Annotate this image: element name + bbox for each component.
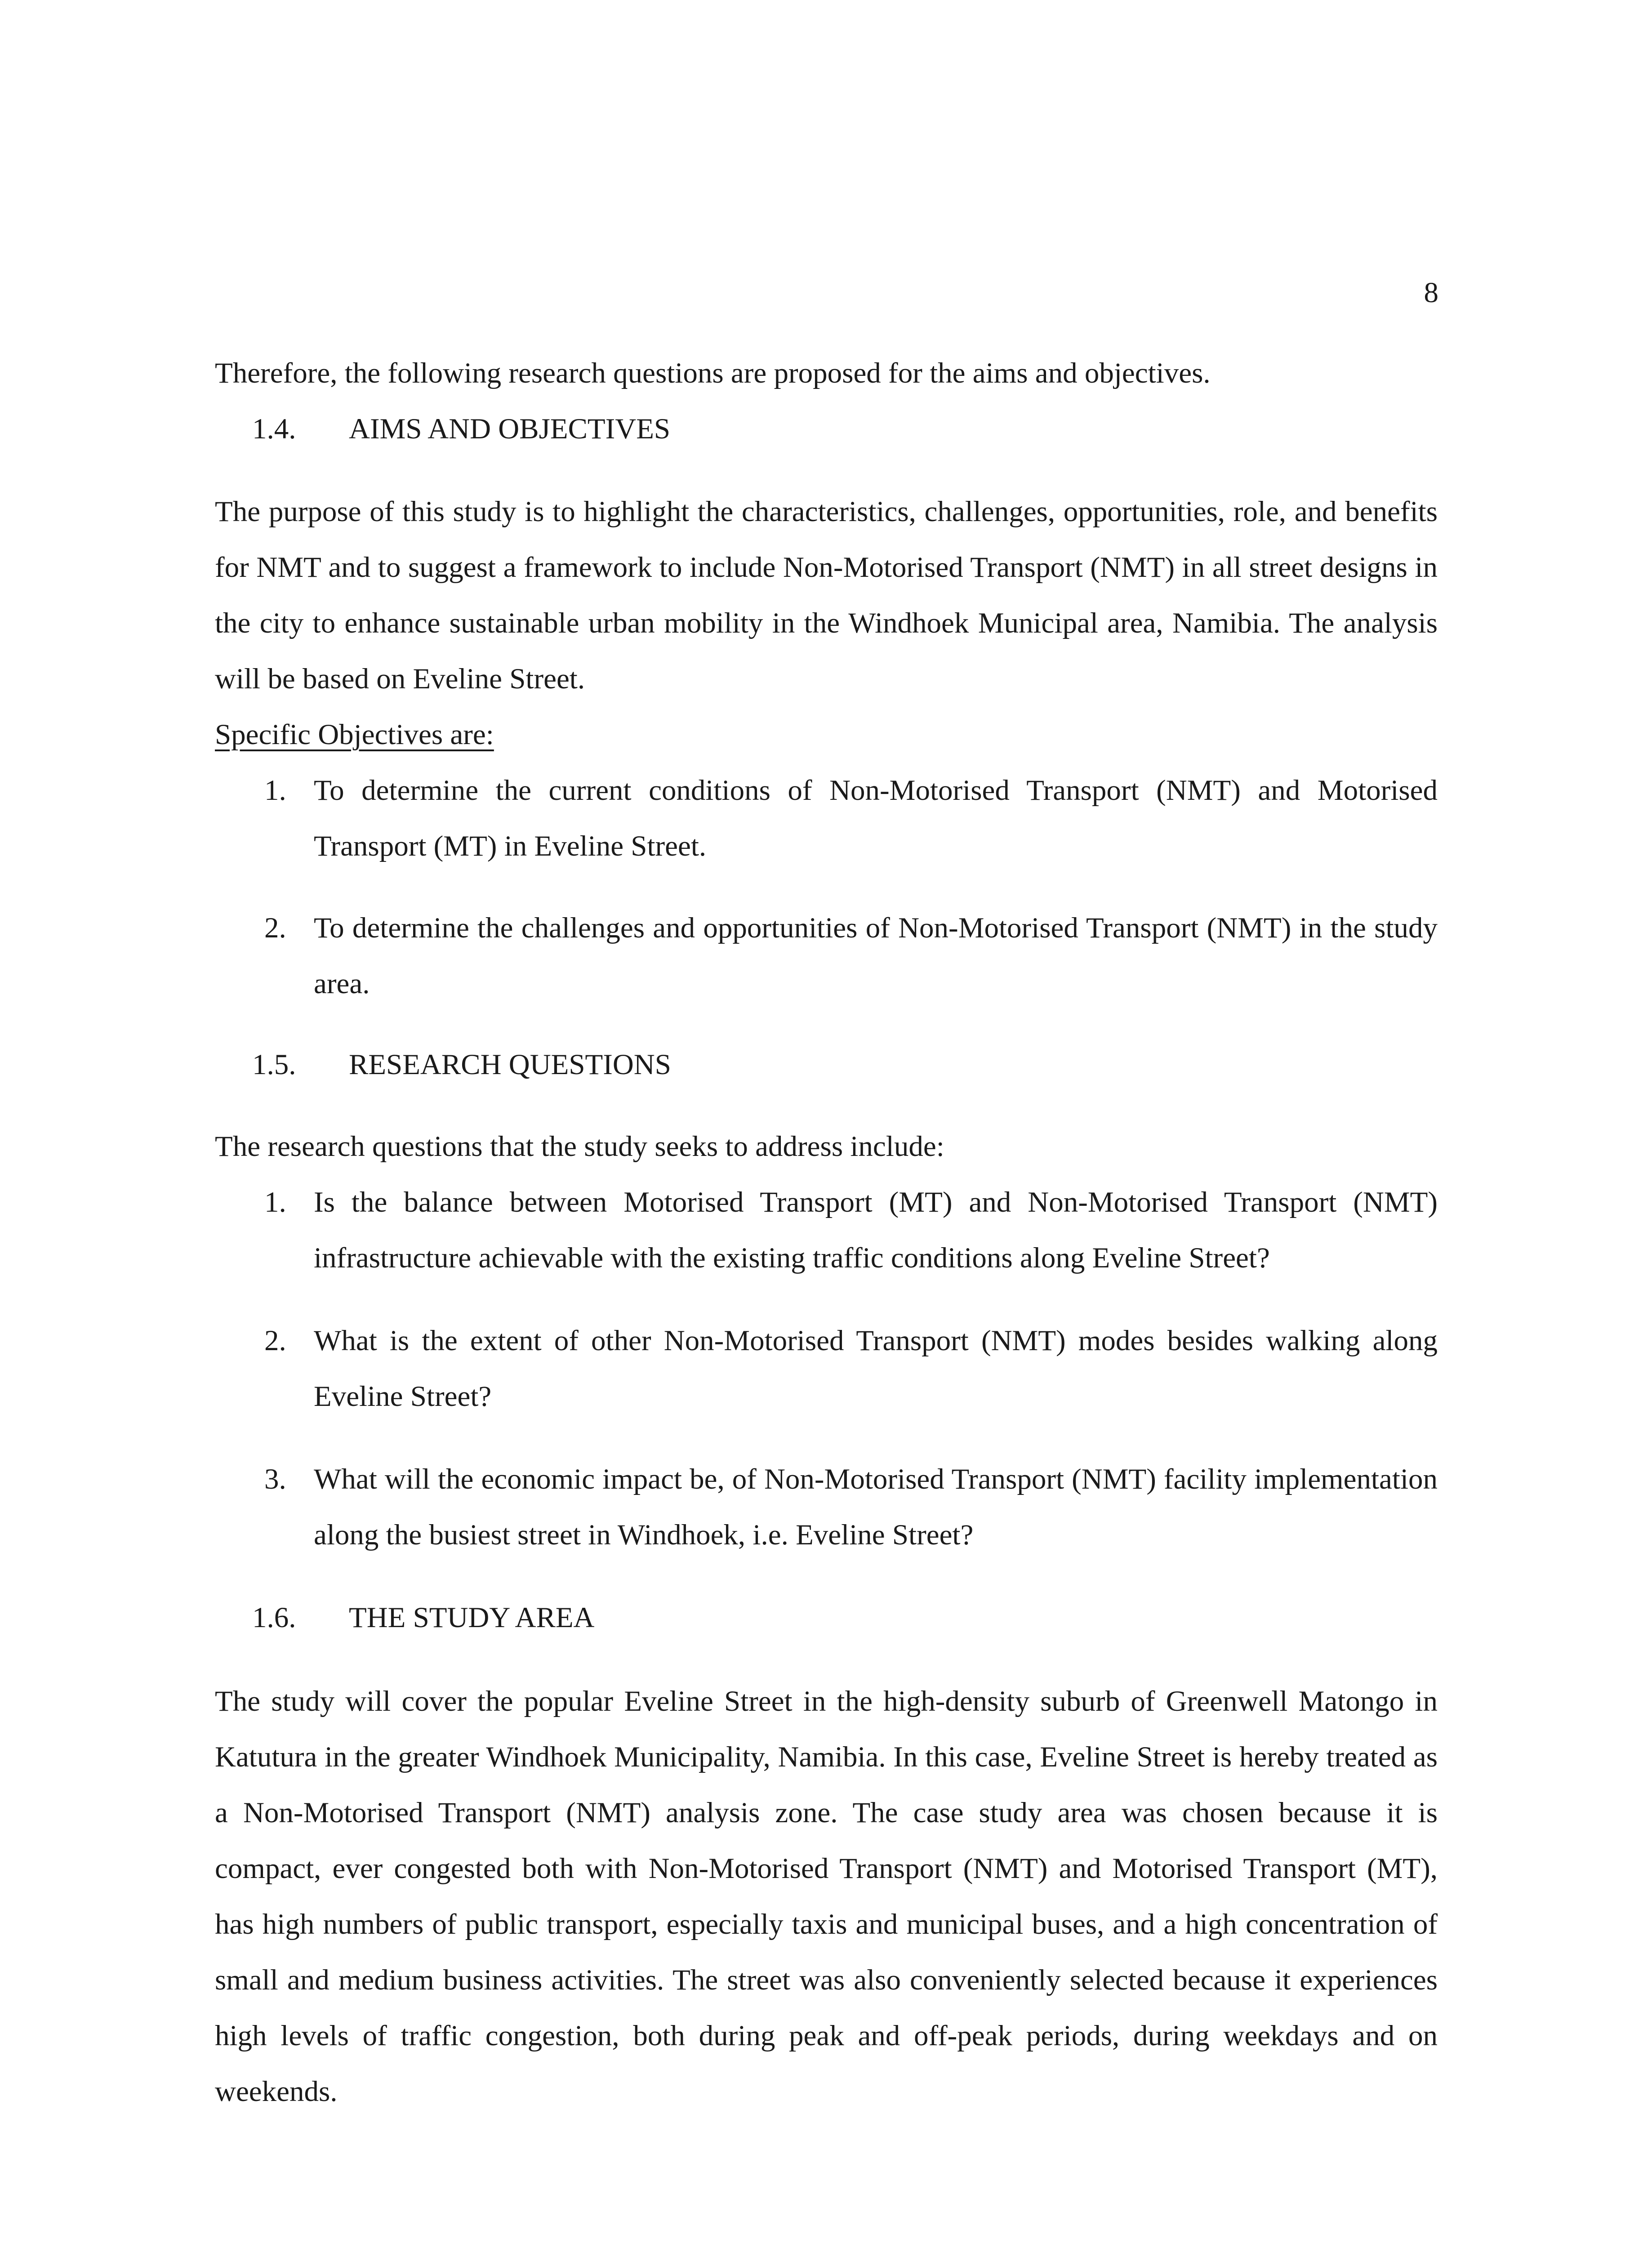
document-body [215, 345, 1438, 2119]
section-title: RESEARCH QUESTIONS [349, 1048, 671, 1081]
section-heading-aims [215, 401, 1438, 457]
list-item-text: To determine the challenges and opportunities of Non-Motorised Transport (NMT) in the study area. [314, 912, 1438, 1000]
page-number: 8 [1424, 277, 1438, 309]
section-number: 1.6. [252, 1601, 296, 1634]
questions-intro: The research questions that the study seeks to address include: [215, 1130, 944, 1163]
list-item [215, 1174, 1438, 1286]
questions-list [215, 1174, 1438, 1563]
objectives-label [215, 707, 1438, 763]
study-area-paragraph: The study will cover the popular Eveline Street in the high-density suburb of Greenwell Matongo in Katutura in the greater Windhoek Municipality, Namibia. In this case, Eveline Street is hereby treated as a Non-Motorised Transport (NMT) analysis zone. The case study area was chosen because it is compact, ever congested both with Non-Motorised Transport (NMT) and Motorised Transport (MT), has high numbers of public transport, especially taxis and municipal buses, and a high concentration of small and medium business activities. The street was also conveniently selected because it experiences high levels of traffic congestion, both during peak and off-peak periods, during weekdays and on weekends. [215, 1685, 1438, 2108]
list-marker: 3. [264, 1463, 286, 1495]
list-item-text: Is the balance between Motorised Transport (MT) and Non-Motorised Transport (NMT) infrastructure achievable with the existing traffic conditions along Eveline Street? [314, 1186, 1438, 1274]
list-item [215, 763, 1438, 874]
list-item [215, 1451, 1438, 1563]
intro-line: Therefore, the following research questions are proposed for the aims and objectives. [215, 357, 1211, 389]
list-marker: 2. [264, 1325, 286, 1357]
section-title: AIMS AND OBJECTIVES [349, 413, 671, 445]
list-item-text: What will the economic impact be, of Non-Motorised Transport (NMT) facility implementation along the busiest street in Windhoek, i.e. Eveline Street? [314, 1463, 1438, 1551]
objectives-label-text: Specific Objectives are: [215, 718, 494, 751]
list-item [215, 1313, 1438, 1424]
list-marker: 1. [264, 774, 286, 807]
section-number: 1.5. [252, 1048, 296, 1081]
list-item-text: What is the extent of other Non-Motorised Transport (NMT) modes besides walking along Eveline Street? [314, 1325, 1438, 1413]
section-number: 1.4. [252, 413, 296, 445]
list-item [215, 900, 1438, 1012]
list-item-text: To determine the current conditions of Non-Motorised Transport (NMT) and Motorised Transport (MT) in Eveline Street. [314, 774, 1438, 862]
section-heading-questions [215, 1037, 1438, 1093]
objectives-list [215, 763, 1438, 1012]
aims-paragraph: The purpose of this study is to highlight the characteristics, challenges, opportunities, role, and benefits for NMT and to suggest a framework to include Non-Motorised Transport (NMT) in all street designs in the city to enhance sustainable urban mobility in the Windhoek Municipal area, Namibia. The analysis will be based on Eveline Street. [215, 495, 1438, 695]
list-marker: 1. [264, 1186, 286, 1218]
section-heading-study-area [215, 1590, 1438, 1646]
list-marker: 2. [264, 912, 286, 944]
section-title: THE STUDY AREA [349, 1601, 595, 1634]
